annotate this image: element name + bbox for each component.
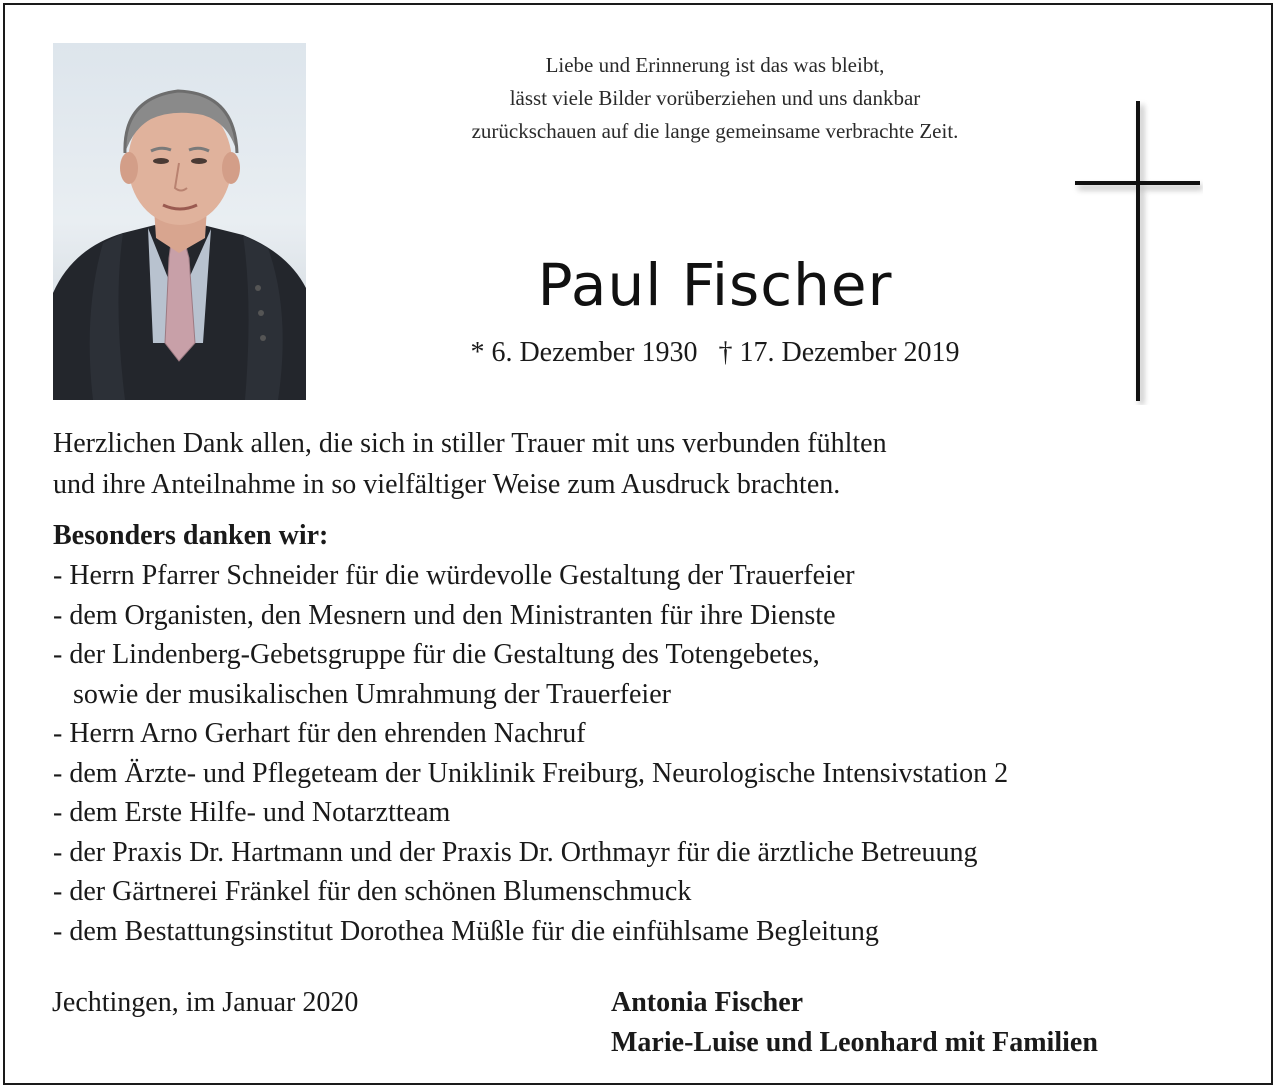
- list-item: - der Praxis Dr. Hartmann und der Praxis Dr. Orthmayr für die ärztliche Betreuung: [53, 836, 978, 868]
- place-date: Jechtingen, im Januar 2020: [52, 987, 359, 1018]
- poem-line: lässt viele Bilder vorüberziehen und uns dankbar: [509, 86, 921, 110]
- list-item: - dem Bestattungsinstitut Dorothea Müßle für die einfühlsame Begleitung: [53, 915, 879, 947]
- poem-line: Liebe und Erinnerung ist das was bleibt,: [545, 53, 885, 77]
- thanks-paragraph: [53, 423, 1253, 505]
- body-text: [53, 423, 1253, 951]
- cross-icon: [1068, 95, 1203, 405]
- list-item: - der Gärtnerei Fränkel für den schönen Blumenschmuck: [53, 876, 692, 907]
- thanks-list: [53, 556, 1253, 951]
- signatory-line: Antonia Fischer: [611, 987, 804, 1018]
- list-item: - dem Erste Hilfe- und Notarztteam: [53, 797, 451, 828]
- deceased-name: Paul Fischer: [537, 251, 893, 319]
- list-heading: Besonders danken wir:: [53, 520, 329, 551]
- list-item: - dem Organisten, den Mesnern und den Ministranten für ihre Dienste: [53, 599, 836, 631]
- thanks-line: Herzlichen Dank allen, die sich in stiller Trauer mit uns verbunden fühlten: [53, 428, 887, 459]
- portrait-photo: [53, 43, 306, 400]
- list-item-continuation: sowie der musikalischen Umrahmung der Trauerfeier: [73, 678, 671, 710]
- thanks-line: und ihre Anteilnahme in so vielfältiger Weise zum Ausdruck brachten.: [53, 469, 841, 500]
- list-item: - Herrn Arno Gerhart für den ehrenden Nachruf: [53, 718, 586, 749]
- signatory-line: Marie-Luise und Leonhard mit Familien: [611, 1027, 1098, 1058]
- poem: [385, 49, 1045, 148]
- poem-line: zurückschauen auf die lange gemeinsame verbrachte Zeit.: [471, 119, 959, 143]
- list-item: - dem Ärzte- und Pflegeteam der Uniklinik Freiburg, Neurologische Intensivstation 2: [53, 757, 1009, 789]
- life-dates: * 6. Dezember 1930 † 17. Dezember 2019: [470, 337, 960, 368]
- obituary-card: [3, 3, 1273, 1085]
- list-item: - der Lindenberg-Gebetsgruppe für die Gestaltung des Totengebetes,: [53, 639, 820, 670]
- signatories: [611, 983, 1098, 1063]
- list-item: - Herrn Pfarrer Schneider für die würdevolle Gestaltung der Trauerfeier: [53, 560, 855, 591]
- portrait-illustration: [53, 43, 306, 400]
